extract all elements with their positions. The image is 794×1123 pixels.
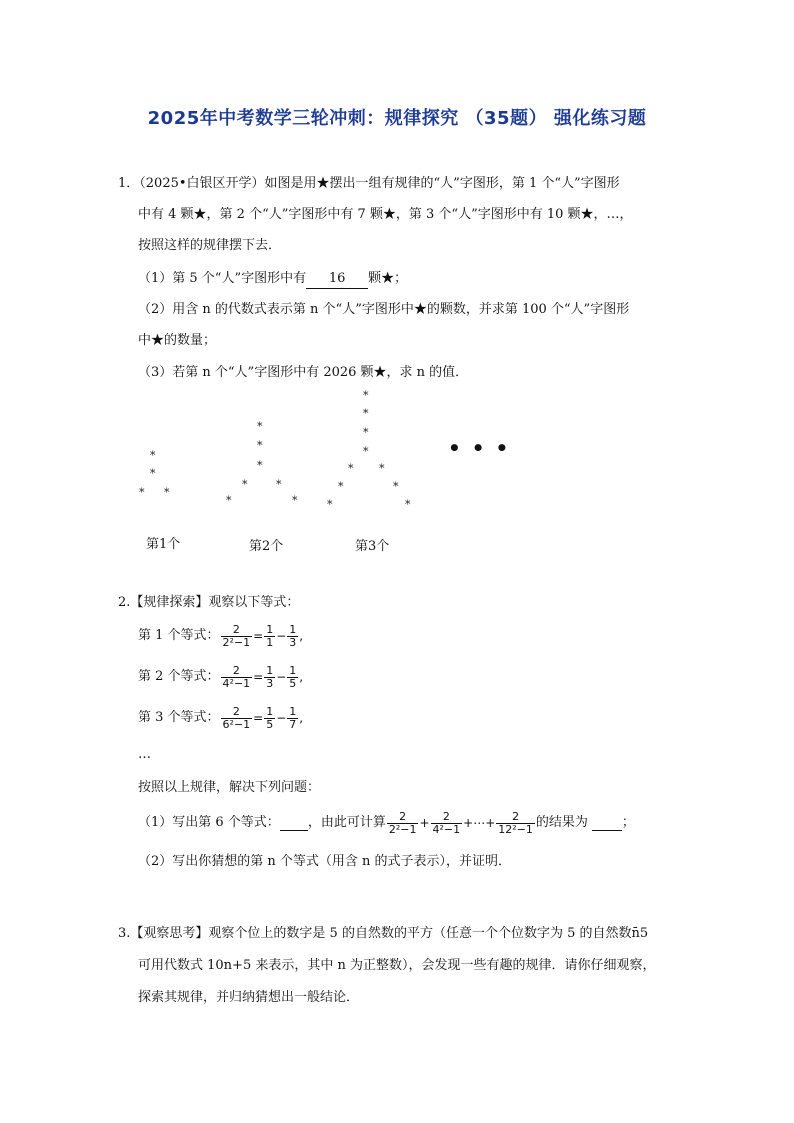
q2-part-2: （2）写出你猜想的第 n 个等式（用含 n 的式子表示），并证明． [138, 854, 512, 869]
figure-2-star: * [242, 478, 248, 491]
q1-stem-line-1: 1．（2025•白银区开学）如图是用★摆出一组有规律的“人”字图形，第 1 个“人”字图形 [118, 176, 620, 191]
q2-part-1-mid: ，由此可计算 [307, 815, 386, 830]
q2-part-1-suffix: 的结果为 [535, 815, 588, 830]
q2-part-1: （1）写出第 6 个等式： ，由此可计算 $\frac{2}{\text{2²−1}}$ + $\frac{2}{\text{4²−1}}$ +⋯+ $\frac{2}{\text{12²−1}}$ 的结果为 ； [138, 809, 635, 836]
q2-part-1-prefix: （1）写出第 6 个等式： [138, 815, 280, 830]
answer-blank [280, 816, 308, 831]
fraction: $\frac{1}{5}$ [289, 663, 297, 690]
figure-3-star: * [327, 498, 333, 511]
figure-3-caption: 第3个 [355, 539, 390, 554]
q1-part-3: （3）若第 n 个“人”字图形中有 2026 颗★，求 n 的值． [138, 365, 469, 380]
q3-line-1: 3.【观察思考】观察个位上的数字是 5 的自然数的平方（任意一个个位数字为 5 的自然数n̄5 [118, 926, 649, 941]
q1-part-1-prefix: （1）第 5 个“人”字图形中有 [138, 271, 307, 286]
q1-part-1 [138, 270, 407, 289]
q1-stem-line-3: 按照这样的规律摆下去． [138, 238, 282, 253]
figure-3-star: * [348, 462, 354, 475]
figure-1-star: * [164, 486, 170, 499]
q1-part-2-line-2: 中★的数量； [138, 333, 217, 348]
equation-label: 第 3 个等式： [138, 710, 220, 725]
figure-2-caption: 第2个 [249, 539, 284, 554]
figure-3-star: * [363, 407, 369, 420]
q2-ellipsis: … [138, 747, 151, 762]
fraction: $\frac{2}{\text{2²−1}}$ [222, 622, 251, 649]
figure-1-caption: 第1个 [146, 537, 181, 552]
page-title: 2025年中考数学三轮冲刺：规律探究 （35题） 强化练习题 [147, 108, 647, 129]
fraction: $\frac{1}{3}$ [266, 663, 274, 690]
figure-3-star: * [338, 480, 344, 493]
fraction: $\frac{2}{\text{4²−1}}$ [222, 663, 251, 690]
figure-3-star: * [363, 389, 369, 402]
q2-equation-1: 第 1 个等式： $\frac{2}{\text{2²−1}}$ = $\frac{1}{1}$ − $\frac{1}{3}$ , [138, 622, 304, 649]
q1-part-1-suffix: 颗★； [368, 271, 408, 286]
q1-part-2-line-1: （2）用含 n 的代数式表示第 n 个“人”字图形中★的颗数，并求第 100 个“人”字图形 [138, 302, 630, 317]
figure-2-star: * [257, 439, 263, 452]
equation-label: 第 1 个等式： [138, 628, 220, 643]
figure-3-star: * [363, 426, 369, 439]
figure-1-star: * [150, 467, 156, 480]
figure-1-star: * [150, 449, 156, 462]
fraction: $\frac{1}{5}$ [266, 704, 274, 731]
q1-stem-line-2: 中有 4 颗★，第 2 个“人”字图形中有 7 颗★，第 3 个“人”字图形中有 10 颗★，…， [138, 207, 633, 222]
figure-2-star: * [226, 494, 232, 507]
q2-instruction: 按照以上规律，解决下列问题： [138, 780, 321, 795]
fraction: $\frac{2}{\text{12²−1}}$ [498, 809, 533, 836]
fraction: $\frac{1}{3}$ [289, 622, 297, 649]
fraction: $\frac{2}{\text{4²−1}}$ [432, 809, 461, 836]
figure-3-star: * [405, 498, 411, 511]
figure-2-star: * [257, 420, 263, 433]
equation-label: 第 2 个等式： [138, 669, 220, 684]
fraction: $\frac{1}{7}$ [289, 704, 297, 731]
q2-part-1-end: ； [621, 815, 635, 830]
figure-1-star: * [139, 486, 145, 499]
q2-intro: 2.【规律探索】观察以下等式： [118, 595, 300, 610]
q1-part-1-answer: 16 [306, 270, 368, 289]
figure-2-star: * [292, 494, 298, 507]
q2-equation-3: 第 3 个等式： $\frac{2}{\text{6²−1}}$ = $\frac{1}{5}$ − $\frac{1}{7}$ , [138, 704, 304, 731]
q2-equation-2: 第 2 个等式： $\frac{2}{\text{4²−1}}$ = $\frac{1}{3}$ − $\frac{1}{5}$ , [138, 663, 304, 690]
q3-line-3: 探索其规律，并归纳猜想出一般结论． [138, 990, 360, 1005]
fraction: $\frac{2}{\text{6²−1}}$ [222, 704, 251, 731]
figure-ellipsis: • • • [448, 436, 511, 460]
figure-2-star: * [257, 459, 263, 472]
figure-3-star: * [363, 445, 369, 458]
figure-3-star: * [393, 480, 399, 493]
figure-3-star: * [379, 462, 385, 475]
fraction: $\frac{1}{1}$ [266, 622, 274, 649]
q3-line-2: 可用代数式 10n+5 来表示，其中 n 为正整数），会发现一些有趣的规律．请你仔细观察， [138, 958, 656, 973]
figure-2-star: * [276, 478, 282, 491]
fraction: $\frac{2}{\text{2²−1}}$ [388, 809, 417, 836]
answer-blank [592, 816, 622, 831]
